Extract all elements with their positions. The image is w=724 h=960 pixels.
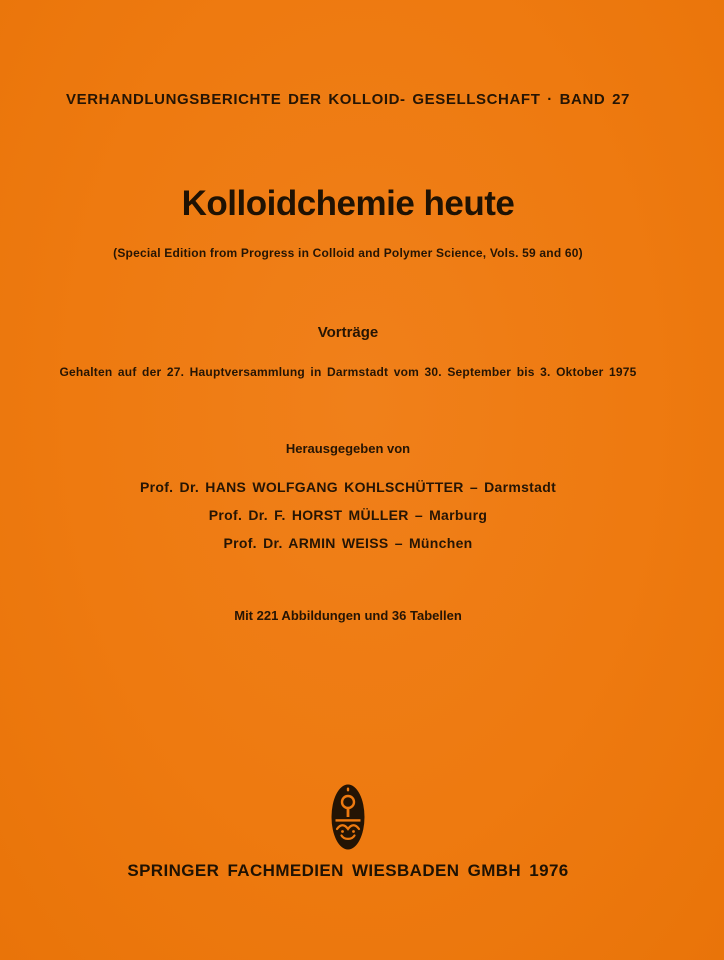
series-title: VERHANDLUNGSBERICHTE DER KOLLOID- GESELLSCHAFT · BAND 27 — [66, 91, 630, 108]
steinkopff-lamp-logo-icon — [0, 783, 696, 851]
edition-subtitle: (Special Edition from Progress in Colloid and Polymer Science, Vols. 59 and 60) — [113, 246, 583, 260]
section-label: Vorträge — [317, 324, 379, 341]
editors-heading: Herausgegeben von — [285, 441, 411, 456]
book-title: Kolloidchemie heute — [181, 184, 515, 223]
editor-name: Prof. Dr. F. HORST MÜLLER – Marburg — [208, 507, 488, 523]
event-line: Gehalten auf der 27. Hauptversammlung in Darmstadt vom 30. September bis 3. Oktober 1975 — [59, 365, 637, 379]
editor-name: Prof. Dr. ARMIN WEISS – München — [223, 535, 473, 551]
editor-name: Prof. Dr. HANS WOLFGANG KOHLSCHÜTTER – Darmstadt — [139, 479, 557, 495]
illustrations-line: Mit 221 Abbildungen und 36 Tabellen — [234, 608, 462, 623]
publisher-imprint: SPRINGER FACHMEDIEN WIESBADEN GMBH 1976 — [127, 861, 569, 880]
